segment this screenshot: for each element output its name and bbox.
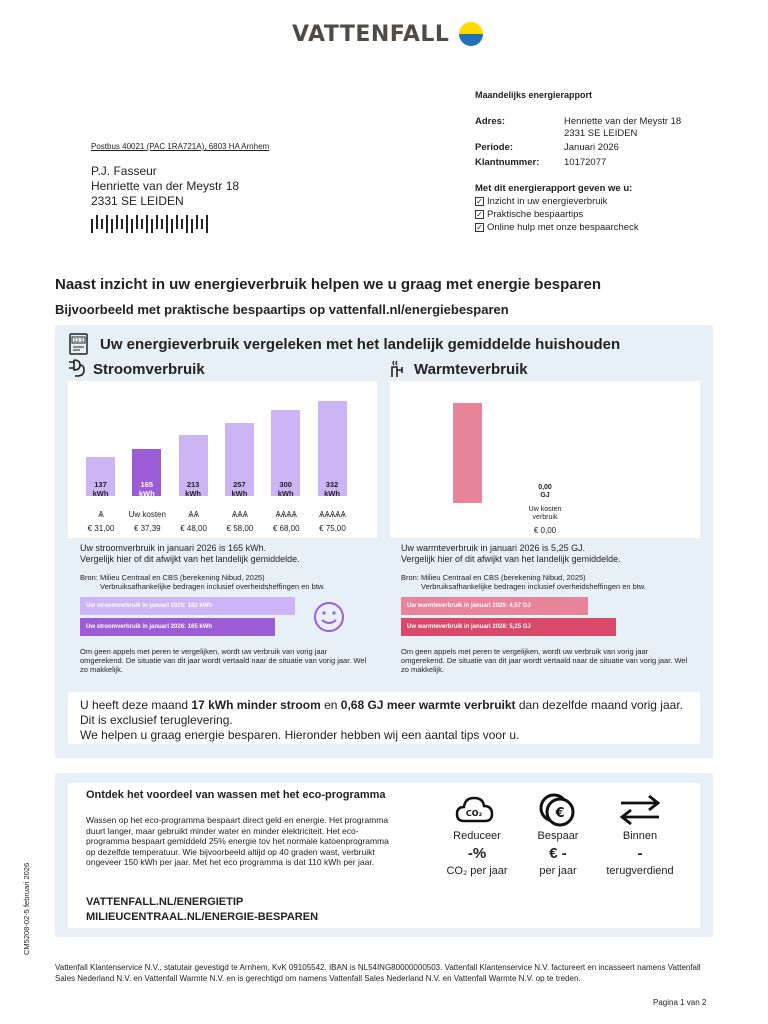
stroom-bar-value: 213 kWh [185,480,202,498]
recipient-address [91,164,239,209]
meter-reading: 12.5 [73,339,84,344]
tip-col-label: Bespaar [537,830,579,842]
warmte-title: Warmteverbruik [414,361,528,378]
tip-payback [600,830,680,877]
stroom-category-label: ѦѦ [188,510,199,519]
tip-col-sub: per jaar [539,865,577,877]
tip-col-value: -% [467,845,487,862]
heating-icon [388,359,410,379]
summary-text: dan dezelfde maand vorig jaar. Dit is exclusief teruglevering. [80,698,683,727]
warmte-cost-label: € 0,00 [533,526,557,535]
tip-link-milieucentraal[interactable]: MILIEUCENTRAAL.NL/ENERGIE-BESPAREN [86,911,319,923]
info-value: Januari 2026 [564,142,619,153]
warmte-source1: Bron: Milieu Centraal en CBS (berekening Nibud, 2025) [401,573,586,582]
benefits-title: Met dit energierapport geven we u: [475,183,633,194]
stroom-cost-label: € 68,00 [272,524,300,533]
summary-text: en [320,698,341,712]
warmte-comparison-bar-previous [401,597,588,615]
stroom-category-label: Uw kosten [128,510,166,519]
vattenfall-logo [292,20,485,48]
report-title: Maandelijks energierapport [475,90,593,100]
tip-title: Ontdek het voordeel van wassen met het eco-programma [86,789,386,801]
comparison-title: Uw energieverbruik vergeleken met het landelijk gemiddelde huishouden [100,336,621,353]
stroom-title: Stroomverbruik [93,361,205,378]
legal-footer: Vattenfall Klantenservice N.V., statutair gevestigd te Arnhem, KvK 09105542. IBAN is NL54ING80000000503. Vattenfall Klantenservice N.V. factureert en incasseert namens Vattenfall Sales Nederland N.V. en Vattenfall Warmte N.V. en is gerechtigd om namens Vattenfall Sales Nederland N.V. en Vattenfall Warmte N.V. op te treden. [55,963,701,983]
warmte-comparison-bar-current [401,618,616,636]
warmte-category-label: Uw kosten verbruik [528,506,562,521]
warmte-comparison-label-previous: Uw warmteverbruik in januari 2025: 4,57 GJ [407,603,531,609]
co2-icon-label: CO₂ [465,809,483,818]
benefit-label: Inzicht in uw energieverbruik [487,196,608,207]
warmte-bar [453,403,482,503]
stroom-cost-label: € 75,00 [319,524,346,533]
stroom-comparison-label-current: Uw stroomverbruik in januari 2026: 165 kWh [86,624,213,630]
warmte-zero-label: 0,00 GJ [538,484,552,499]
svg-text:€: € [555,806,565,821]
recipient-city: 2331 SE LEIDEN [91,194,184,208]
summary-stroom-delta: 17 kWh minder stroom [191,698,321,712]
recipient-street: Henriette van der Meystr 18 [91,179,240,193]
meter-icon [68,333,90,355]
info-value: 2331 SE LEIDEN [564,128,638,139]
stroom-category-label: ѦѦѦ [231,510,248,519]
stroom-cost-label: € 31,00 [87,524,115,533]
info-value: Henriette van der Meystr 18 [564,116,682,127]
stroom-bar-value: 257 kWh [231,480,248,498]
tip-savings [518,830,598,877]
plug-icon [66,359,88,379]
info-row-period [475,142,619,153]
stroom-usage-line1: Uw stroomverbruik in januari 2026 is 165 kWh. [80,543,267,553]
stroom-comparison-bar-previous [80,597,295,615]
summary-warmte-delta: 0,68 GJ meer warmte verbruikt [340,698,516,712]
brand-name: VATTENFALL [292,21,450,47]
info-value: 10172077 [564,157,607,168]
stroom-bar-value: 137 kWh [92,480,109,498]
stroom-cost-label: € 58,00 [226,524,254,533]
stroom-usage-line2: Vergelijk hier of dit afwijkt van het landelijk gemiddelde. [80,554,300,564]
tip-col-value: € - [549,845,567,862]
stroom-bar-value: 332 kWh [324,480,340,498]
tip-link-vattenfall[interactable]: VATTENFALL.NL/ENERGIETIP [86,896,244,908]
benefit-item [475,209,583,220]
info-row-address [475,116,681,127]
warmte-usage-line2: Vergelijk hier of dit afwijkt van het landelijk gemiddelde. [401,554,621,564]
benefit-item [475,196,607,207]
stroom-cost-label: € 48,00 [180,524,207,533]
summary-paragraph-1 [80,698,688,728]
info-key: Adres: [475,116,506,127]
tip-co2 [437,830,517,877]
tip-col-label: Binnen [622,830,658,842]
vattenfall-logo-icon [457,20,485,48]
benefit-label: Online hulp met onze bespaarcheck [487,222,639,233]
tip-body: Wassen op het eco-programma bespaart direct geld en energie. Het programma duurt langer, maar gebruikt minder water en minder elektriciteit. Het eco-programma bespaart gemiddeld 25% energie tov het normale katoenprogramma op dezelfde temperatuur. Wie bijvoorbeeld altijd op 40 graden wast, verbruikt ongeveer 150 kWh per jaar. Met het eco programma is dat 110 kWh per jaar. [86,815,389,867]
tip-col-sub: CO₂ per jaar [446,865,508,877]
stroom-comparison-label-previous: Uw stroomverbruik in januari 2025: 182 kWh [86,603,213,609]
info-key: Periode: [475,142,514,153]
stroom-bar-value: 165 kWh [138,480,155,498]
info-key: Klantnummer: [475,157,540,168]
euro-coins-icon [538,792,578,828]
warmte-chart [390,381,700,538]
stroom-category-label: ѦѦѦѦ [275,510,297,519]
check-icon: ✓ [476,223,483,232]
recipient-name: P.J. Fasseur [91,164,157,178]
summary-text: U heeft deze maand [80,698,192,712]
stroom-category-label: ѦѦѦѦѦ [319,510,346,519]
check-icon: ✓ [476,197,483,206]
warmte-source2: Verbruiksafhankelijke bedragen inclusief overheidsheffingen en btw. [421,582,647,591]
return-address: Postbus 40021 (PAC 1RA721A), 6803 HA Arnhem [91,142,270,151]
summary-paragraph-2: We helpen u graag energie besparen. Hieronder hebben wij een aantal tips voor u. [80,728,520,742]
tip-col-sub: terugverdiend [606,865,674,877]
usage-summary [68,692,700,744]
stroom-category-label: Ѧ [98,510,104,519]
tip-col-label: Reduceer [453,830,501,842]
document-code: CM5208-02-5 februari 2026 [22,862,31,955]
warmte-usage-line1: Uw warmteverbruik in januari 2026 is 5,25 GJ. [401,543,586,553]
warmte-comparison-label-current: Uw warmteverbruik in januari 2026: 5,25 GJ [407,624,531,630]
exchange-arrows-icon [618,794,662,826]
info-row-customer [475,157,606,168]
stroom-bar-value: 300 kWh [277,480,294,498]
warmte-note: Om geen appels met peren te vergelijken, wordt uw verbruik van vorig jaar omgerekend. De situatie van dit jaar wordt vertaald naar de situatie van vorig jaar. Wel zo makkelijk. [401,647,688,674]
postal-barcode [91,215,211,233]
stroom-chart [68,381,377,538]
co2-cloud-icon [455,793,495,827]
stroom-source1: Bron: Milieu Centraal en CBS (berekening Nibud, 2025) [80,573,265,582]
info-row-address-city [475,128,637,139]
stroom-note: Om geen appels met peren te vergelijken, wordt uw verbruik van vorig jaar omgerekend. De situatie van dit jaar wordt vertaald naar de situatie van vorig jaar. Wel zo makkelijk. [80,647,367,674]
subline: Bijvoorbeeld met praktische bespaartips op vattenfall.nl/energiebesparen [55,302,509,317]
stroom-source2: Verbruiksafhankelijke bedragen inclusief overheidsheffingen en btw. [100,582,326,591]
benefit-item [475,222,639,233]
stroom-comparison-bar-current [80,618,275,636]
smiley-icon [313,601,345,633]
check-icon: ✓ [476,210,483,219]
stroom-cost-label: € 37,39 [133,524,161,533]
headline: Naast inzicht in uw energieverbruik helpen we u graag met energie besparen [55,276,601,293]
benefit-label: Praktische bespaartips [487,209,584,220]
tip-col-value: - [637,845,643,862]
page-number: Pagina 1 van 2 [653,998,707,1007]
